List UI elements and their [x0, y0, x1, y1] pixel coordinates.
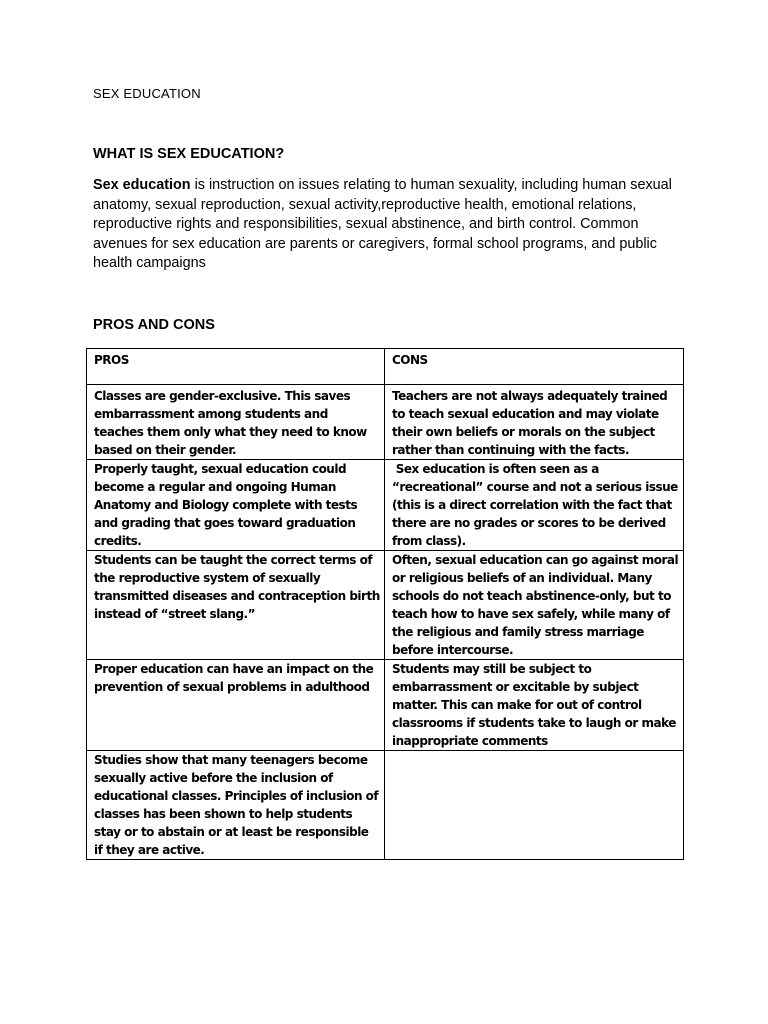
- pros-cons-heading: PROS AND CONS: [93, 317, 215, 333]
- con-cell: [385, 751, 684, 860]
- table-header-row: [87, 349, 684, 385]
- pro-cell: Proper education can have an impact on the prevention of sexual problems in adulthood: [87, 660, 385, 751]
- pro-cell: Properly taught, sexual education could become a regular and ongoing Human Anatomy and Biology complete with tests and grading that goes toward graduation credits.: [87, 460, 385, 551]
- table-row: [87, 660, 684, 751]
- con-cell: Students may still be subject to embarrassment or excitable by subject matter. This can make for out of control classrooms if students take to laugh or make inappropriate comments: [385, 660, 684, 751]
- intro-term: Sex education: [93, 177, 191, 193]
- pro-cell: Classes are gender-exclusive. This saves embarrassment among students and teaches them only what they need to know based on their gender.: [87, 385, 385, 460]
- pro-cell: Students can be taught the correct terms of the reproductive system of sexually transmitted diseases and contraception birth instead of “street slang.”: [87, 551, 385, 660]
- con-cell: Sex education is often seen as a “recreational” course and not a serious issue (this is a direct correlation with the fact that there are no grades or scores to be derived from class).: [385, 460, 684, 551]
- table-row: [87, 385, 684, 460]
- con-cell: Often, sexual education can go against moral or religious beliefs of an individual. Many schools do not teach abstinence-only, but to teach how to have sex safely, while many of the religious and family stress marriage before intercourse.: [385, 551, 684, 660]
- cons-column-header: CONS: [385, 349, 684, 385]
- intro-paragraph: [93, 176, 683, 274]
- what-is-heading: WHAT IS SEX EDUCATION?: [93, 146, 285, 162]
- table-row: [87, 751, 684, 860]
- pros-column-header: PROS: [87, 349, 385, 385]
- pros-cons-table: [86, 348, 684, 860]
- table-row: [87, 551, 684, 660]
- pro-cell: Studies show that many teenagers become sexually active before the inclusion of educational classes. Principles of inclusion of classes has been shown to help students stay or to abstain or at least be responsible if they are active.: [87, 751, 385, 860]
- document-title: SEX EDUCATION: [93, 86, 201, 101]
- intro-text: is instruction on issues relating to human sexuality, including human sexual anatomy, sexual reproduction, sexual activity,reproductive health, emotional relations, reproductive rights and responsibilities, sexual abstinence, and birth control. Common avenues for sex education are parents or caregivers, formal school programs, and public health campaigns: [93, 177, 672, 271]
- table-row: [87, 460, 684, 551]
- con-cell: Teachers are not always adequately trained to teach sexual education and may violate their own beliefs or morals on the subject rather than continuing with the facts.: [385, 385, 684, 460]
